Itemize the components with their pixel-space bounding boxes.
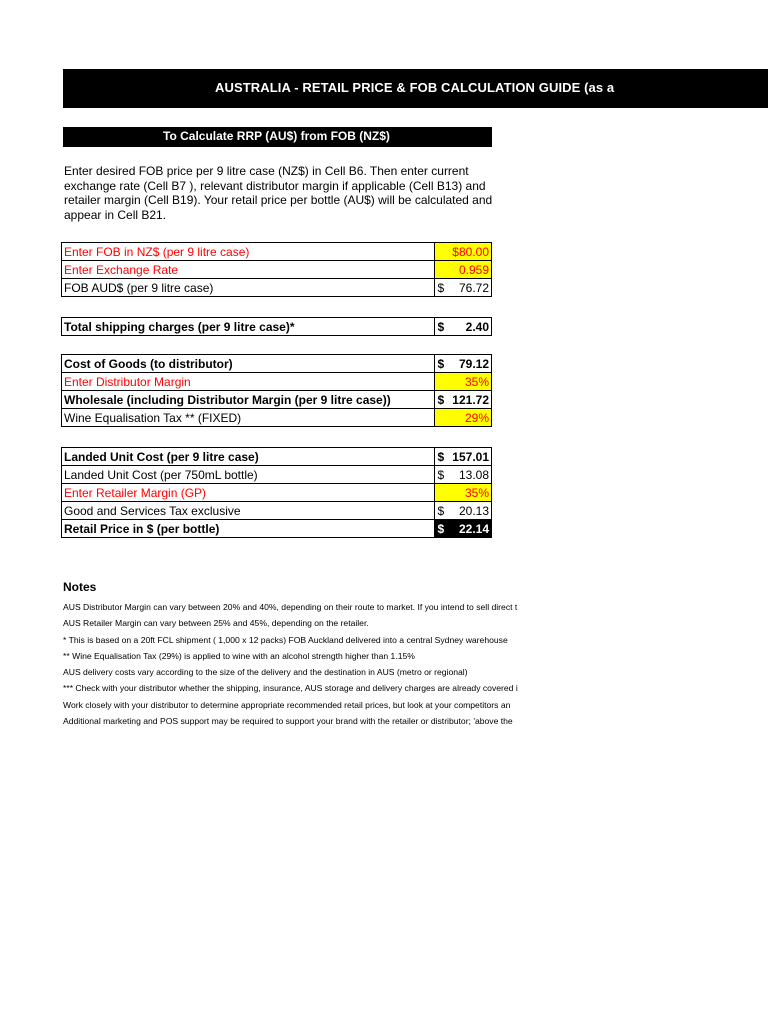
landed-bottle-label: Landed Unit Cost (per 750mL bottle) [62,466,435,484]
gst-row [62,502,492,520]
wet-cell [435,409,492,427]
gst-label: Good and Services Tax exclusive [62,502,435,520]
currency-symbol: $ [437,503,445,518]
wet-row [62,409,492,427]
landed-bottle-row [62,466,492,484]
currency-symbol: $ [437,319,445,334]
note-line: *** Check with your distributor whether the shipping, insurance, AUS storage and delivery charges are already covered i [63,683,518,694]
fob-nz-value: $80.00 [452,244,489,259]
fob-nz-row [62,243,492,261]
title-bar [63,69,768,108]
retailer-margin-value: 35% [464,485,489,500]
fob-table [61,242,492,297]
landed-case-label: Landed Unit Cost (per 9 litre case) [62,448,435,466]
retailer-margin-row [62,484,492,502]
currency-symbol: $ [437,449,445,464]
landed-case-row [62,448,492,466]
fob-nz-input[interactable] [435,243,492,261]
note-line: * This is based on a 20ft FCL shipment ( 1,000 x 12 packs) FOB Auckland delivered into a central Sydney warehouse [63,634,508,645]
wet-label: Wine Equalisation Tax ** (FIXED) [62,409,435,427]
exchange-row [62,261,492,279]
instructions-text: Enter desired FOB price per 9 litre case (NZ$) in Cell B6. Then enter current exchange rate (Cell B7 ), relevant distributor margin if applicable (Cell B13) and retailer margin (Cell B19). Your retail price per bottle (AU$) will be calculated and appear in Cell B21. [64,164,493,222]
shipping-table [61,317,492,336]
landed-case-cell [435,448,492,466]
gst-value: 20.13 [458,503,489,518]
section-header [63,127,492,147]
currency-symbol: $ [437,392,445,407]
currency-symbol: $ [437,467,445,482]
page-title: AUSTRALIA - RETAIL PRICE & FOB CALCULATION GUIDE (as a [215,80,615,95]
shipping-cell [435,318,492,336]
dist-margin-row [62,373,492,391]
fob-aud-label: FOB AUD$ (per 9 litre case) [62,279,435,297]
cog-label: Cost of Goods (to distributor) [62,355,435,373]
wholesale-cell [435,391,492,409]
note-line: Work closely with your distributor to determine appropriate recommended retail prices, but look at your competitors an [63,699,511,710]
retail-value: 22.14 [458,521,489,536]
landed-bottle-value: 13.08 [458,467,489,482]
fob-aud-value: 76.72 [458,280,489,295]
retail-label: Retail Price in $ (per bottle) [62,520,435,538]
wholesale-label: Wholesale (including Distributor Margin (per 9 litre case)) [62,391,435,409]
currency-symbol: $ [437,356,445,371]
notes-heading: Notes [63,580,97,594]
retailer-margin-label: Enter Retailer Margin (GP) [62,484,435,502]
note-line: AUS delivery costs vary according to the size of the delivery and the destination in AUS (metro or regional) [63,667,468,678]
landed-case-value: 157.01 [452,449,489,464]
currency-symbol: $ [437,521,445,536]
cog-cell [435,355,492,373]
dist-margin-label: Enter Distributor Margin [62,373,435,391]
exchange-input[interactable] [435,261,492,279]
landed-bottle-cell [435,466,492,484]
note-line: AUS Retailer Margin can vary between 25% and 45%, depending on the retailer. [63,618,369,629]
gst-cell [435,502,492,520]
shipping-label: Total shipping charges (per 9 litre case)* [62,318,435,336]
wholesale-row [62,391,492,409]
wholesale-value: 121.72 [452,392,489,407]
retail-cell [435,520,492,538]
fob-nz-label: Enter FOB in NZ$ (per 9 litre case) [62,243,435,261]
retail-row [62,520,492,538]
retailer-margin-input[interactable] [435,484,492,502]
exchange-label: Enter Exchange Rate [62,261,435,279]
dist-margin-value: 35% [464,374,489,389]
notes-list [63,599,623,729]
fob-aud-cell [435,279,492,297]
note-line: ** Wine Equalisation Tax (29%) is applied to wine with an alcohol strength higher than 1.15% [63,650,415,661]
cog-row [62,355,492,373]
wholesale-table [61,354,492,427]
shipping-row [62,318,492,336]
fob-aud-row [62,279,492,297]
note-line: Additional marketing and POS support may be required to support your brand with the retailer or distributor; 'above the [63,716,513,727]
dist-margin-input[interactable] [435,373,492,391]
exchange-value: 0.959 [458,262,489,277]
retail-table [61,447,492,538]
cog-value: 79.12 [458,356,489,371]
shipping-value: 2.40 [465,319,489,334]
wet-value: 29% [464,410,489,425]
section-title: To Calculate RRP (AU$) from FOB (NZ$) [163,129,390,143]
currency-symbol: $ [437,280,445,295]
note-line: AUS Distributor Margin can vary between 20% and 40%, depending on their route to market. If you intend to sell direct t [63,602,518,612]
